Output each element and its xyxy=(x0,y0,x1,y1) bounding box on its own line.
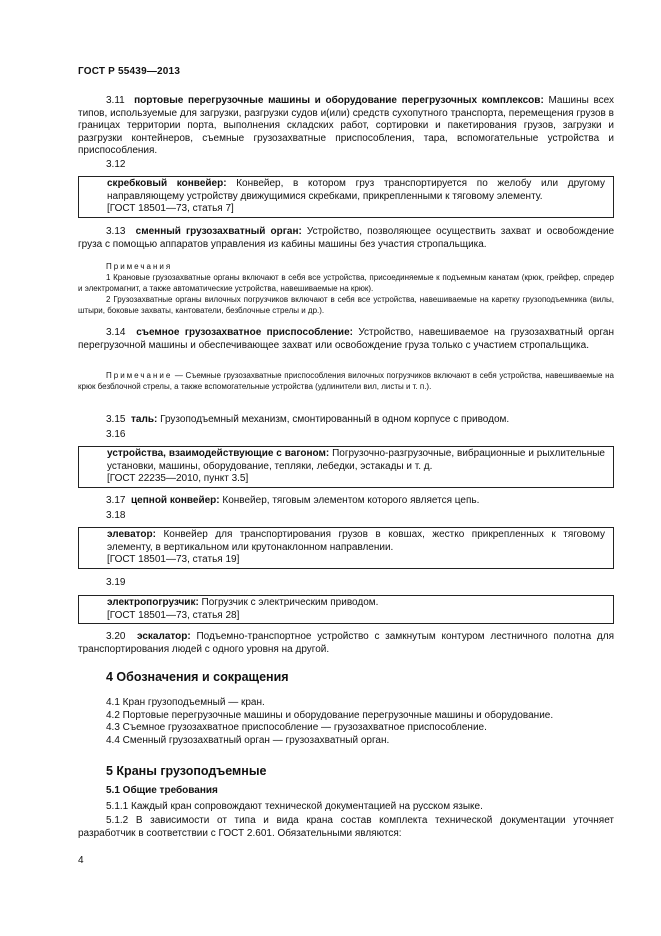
definition: Погрузочно-разгрузочные, вибрационные и рыхлительные установки, машины, оборудование, тепляки, лебедки, эстакады и т. д. xyxy=(107,448,605,472)
term: съемное грузозахватное приспособление: xyxy=(136,327,353,338)
clause-3-20 xyxy=(78,631,614,656)
term: портовые перегрузочные машины и оборудование перегрузочных комплексов: xyxy=(134,95,544,106)
note-text: — Съемные грузозахватные приспособления вилочных погрузчиков включают в себя устройства, навешиваемые на крюк безблочной стрелы, а также вспомогательные устройства (удлинители вил, листы и т. п.). xyxy=(78,371,614,391)
definition: Подъемно-транспортное устройство с замкнутым контуром лестничного полотна для транспортирования людей с одного уровня на другой. xyxy=(78,631,614,655)
clause-5-1-2: 5.1.2 В зависимости от типа и вида крана состав комплекта технической документации уточняет разработчик в соответствии с ГОСТ 2.601. Обязательными являются: xyxy=(78,815,614,839)
definition: Конвейер для транспортирования грузов в ковшах, жестко прикрепленных к тяговому элементу, в вертикальном или крутонаклонном направлении. xyxy=(107,529,605,553)
list-item: 4.2 Портовые перегрузочные машины и оборудование перегрузочные машины и оборудование. xyxy=(106,709,554,721)
list-item: 4.3 Съемное грузозахватное приспособление — грузозахватное приспособление. xyxy=(106,722,487,734)
clause-3-13 xyxy=(78,226,614,251)
clause-number: 3.13 xyxy=(106,226,126,237)
clause-3-18-box xyxy=(78,527,614,569)
clause-number: 3.11 xyxy=(106,95,125,106)
notes-3-13 xyxy=(78,261,614,316)
clause-3-16-number: 3.16 xyxy=(106,429,126,440)
notes-heading: Примечания xyxy=(106,262,173,271)
clause-3-14 xyxy=(78,327,614,352)
clause-3-16-box xyxy=(78,446,614,488)
note-1: 1 Крановые грузозахватные органы включают в себя все устройства, присоединяемые к подъемным канатам (крюк, грейфер, спредер и электромагнит, а также автоматические устройства, навешиваемые на крюк). xyxy=(78,273,614,293)
clause-3-17 xyxy=(78,495,614,508)
note-label: Примечание xyxy=(106,371,173,380)
clause-3-12-box xyxy=(78,176,614,218)
term: элеватор: xyxy=(107,529,156,540)
note-3-14 xyxy=(78,370,614,392)
term: таль: xyxy=(131,414,158,425)
clause-3-18-number: 3.18 xyxy=(106,510,126,521)
clause-3-12-number: 3.12 xyxy=(106,159,126,170)
term: электропогрузчик: xyxy=(107,597,199,608)
document-header: ГОСТ Р 55439—2013 xyxy=(78,66,181,77)
definition: Конвейер, тяговым элементом которого является цепь. xyxy=(219,495,480,506)
reference: [ГОСТ 18501—73, статья 19] xyxy=(107,554,240,566)
definition: Машины всех типов, используемые для загрузки, разгрузки судов и(или) средств сухопутного транспорта, перемещения грузов в границах территории порта, выполнения складских работ, сортировки и пакетирования грузов, загрузки и разгрузки контейнеров, съемные грузозахватные приспособления, тара, вспомогательные устройства и приспособления. xyxy=(78,95,615,157)
note-2: 2 Грузозахватные органы вилочных погрузчиков включают в себя все устройства, навешиваемые на каретку грузоподъемника (вилы, штыри, боковые захваты, кантователи, безблочные стрелы и др.). xyxy=(78,295,614,315)
reference: [ГОСТ 22235—2010, пункт 3.5] xyxy=(107,473,249,485)
subsection-5-1-title: 5.1 Общие требования xyxy=(106,785,218,796)
definition: Устройство, навешиваемое на грузозахватный орган перегрузочной машины и обеспечивающее захват или освобождение груза только с участием стропальщика. xyxy=(78,327,614,351)
section-4-list xyxy=(78,697,614,747)
clause-number: 3.17 xyxy=(106,495,126,506)
page-number: 4 xyxy=(78,855,84,866)
definition: Погрузчик с электрическим приводом. xyxy=(198,597,379,608)
clause-3-19-box xyxy=(78,595,614,624)
clause-3-19-number: 3.19 xyxy=(106,577,126,588)
clause-5-1-1: 5.1.1 Каждый кран сопровождают технической документацией на русском языке. xyxy=(106,801,483,812)
list-item: 4.1 Кран грузоподъемный — кран. xyxy=(106,697,265,708)
term: скребковый конвейер: xyxy=(107,178,227,189)
term: цепной конвейер: xyxy=(131,495,220,506)
section-4-title: 4 Обозначения и сокращения xyxy=(106,670,289,684)
definition: Конвейер, в котором груз транспортируется по желобу или другому направляющему устройству движущимися скребками, прикрепленными к тяговому элементу. xyxy=(107,178,605,202)
definition: Устройство, позволяющее осуществить захват и освобождение груза с помощью аппаратов управления из кабины машины без участия стропальщика. xyxy=(78,226,615,250)
reference: [ГОСТ 18501—73, статья 28] xyxy=(107,609,240,621)
clause-number: 3.15 xyxy=(106,414,126,425)
section-5-title: 5 Краны грузоподъемные xyxy=(106,764,267,778)
definition: Грузоподъемный механизм, смонтированный в одном корпусе с приводом. xyxy=(157,414,510,425)
term: устройства, взаимодействующие с вагоном: xyxy=(107,448,330,459)
clause-3-11 xyxy=(78,95,614,158)
list-item: 4.4 Сменный грузозахватный орган — грузозахватный орган. xyxy=(106,734,390,746)
clause-number: 3.14 xyxy=(106,327,126,338)
clause-number: 3.20 xyxy=(106,631,126,642)
clause-3-15 xyxy=(78,414,614,427)
term: сменный грузозахватный орган: xyxy=(135,226,302,237)
term: эскалатор: xyxy=(136,631,191,642)
reference: [ГОСТ 18501—73, статья 7] xyxy=(107,203,234,215)
